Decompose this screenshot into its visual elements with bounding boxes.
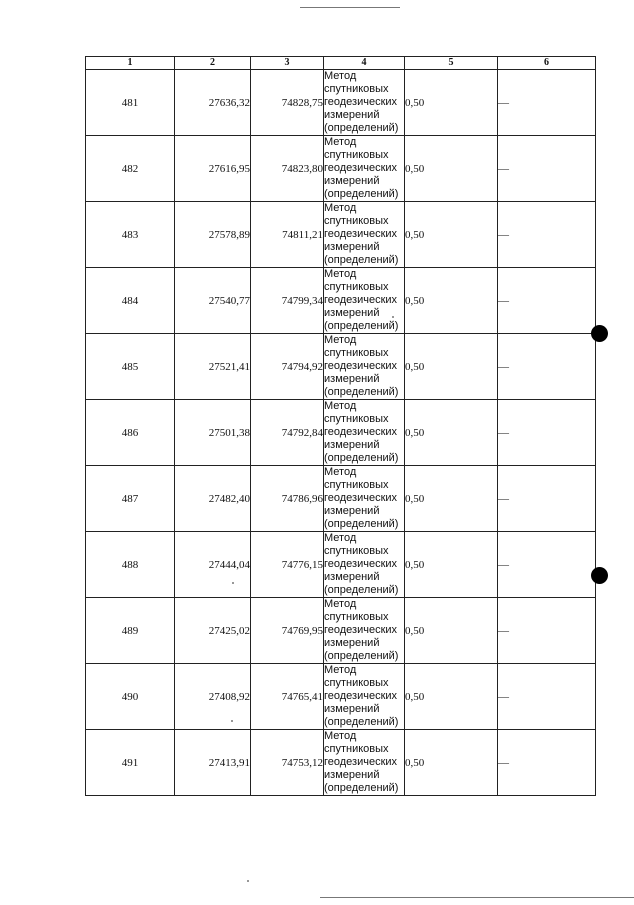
point-number: 481 xyxy=(86,70,175,136)
table-row xyxy=(86,202,596,268)
coord-x: 27413,91 xyxy=(175,730,251,796)
note-cell: — xyxy=(498,466,596,532)
accuracy-cell: 0,50 xyxy=(405,202,498,268)
coordinates-table xyxy=(85,56,596,796)
accuracy-cell: 0,50 xyxy=(405,70,498,136)
table-row xyxy=(86,532,596,598)
accuracy-cell: 0,50 xyxy=(405,466,498,532)
accuracy-cell: 0,50 xyxy=(405,730,498,796)
point-number: 482 xyxy=(86,136,175,202)
scan-edge-line xyxy=(320,897,634,898)
coord-y: 74794,92 xyxy=(251,334,324,400)
coord-y: 74792,84 xyxy=(251,400,324,466)
accuracy-cell: 0,50 xyxy=(405,598,498,664)
coord-y: 74765,41 xyxy=(251,664,324,730)
point-number: 485 xyxy=(86,334,175,400)
note-cell: — xyxy=(498,202,596,268)
coord-y: 74769,95 xyxy=(251,598,324,664)
coord-y: 74823,80 xyxy=(251,136,324,202)
coord-x: 27501,38 xyxy=(175,400,251,466)
table-row xyxy=(86,466,596,532)
point-number: 484 xyxy=(86,268,175,334)
method-cell: Метод спутниковых геодезических измерений (определений) xyxy=(324,664,405,730)
table-row xyxy=(86,400,596,466)
col-header-3: 3 xyxy=(251,57,324,70)
note-cell: — xyxy=(498,664,596,730)
method-cell: Метод спутниковых геодезических измерений (определений) xyxy=(324,202,405,268)
method-cell: Метод спутниковых геодезических измерений (определений) xyxy=(324,136,405,202)
scan-speck xyxy=(231,720,233,722)
point-number: 491 xyxy=(86,730,175,796)
coord-y: 74786,96 xyxy=(251,466,324,532)
method-cell: Метод спутниковых геодезических измерений (определений) xyxy=(324,70,405,136)
table-row xyxy=(86,334,596,400)
note-cell: — xyxy=(498,268,596,334)
accuracy-cell: 0,50 xyxy=(405,532,498,598)
punch-hole-mark xyxy=(591,325,608,342)
scan-speck xyxy=(232,582,234,584)
note-cell: — xyxy=(498,334,596,400)
coord-x: 27408,92 xyxy=(175,664,251,730)
col-header-6: 6 xyxy=(498,57,596,70)
coord-y: 74811,21 xyxy=(251,202,324,268)
coord-x: 27482,40 xyxy=(175,466,251,532)
coord-x: 27636,32 xyxy=(175,70,251,136)
note-cell: — xyxy=(498,136,596,202)
accuracy-cell: 0,50 xyxy=(405,400,498,466)
method-cell: Метод спутниковых геодезических измерений (определений) xyxy=(324,730,405,796)
coord-y: 74753,12 xyxy=(251,730,324,796)
coord-y: 74828,75 xyxy=(251,70,324,136)
note-cell: — xyxy=(498,400,596,466)
coord-x: 27578,89 xyxy=(175,202,251,268)
coord-y: 74799,34 xyxy=(251,268,324,334)
col-header-5: 5 xyxy=(405,57,498,70)
coord-x: 27444,04 xyxy=(175,532,251,598)
coord-x: 27521,41 xyxy=(175,334,251,400)
table-row xyxy=(86,70,596,136)
scan-edge-line xyxy=(300,7,400,8)
col-header-4: 4 xyxy=(324,57,405,70)
note-cell: — xyxy=(498,532,596,598)
punch-hole-mark xyxy=(591,567,608,584)
note-cell: — xyxy=(498,730,596,796)
scan-speck xyxy=(247,880,249,882)
point-number: 486 xyxy=(86,400,175,466)
col-header-2: 2 xyxy=(175,57,251,70)
method-cell: Метод спутниковых геодезических измерений (определений) xyxy=(324,268,405,334)
table-row xyxy=(86,664,596,730)
coord-x: 27616,95 xyxy=(175,136,251,202)
point-number: 489 xyxy=(86,598,175,664)
note-cell: — xyxy=(498,598,596,664)
coord-y: 74776,15 xyxy=(251,532,324,598)
point-number: 483 xyxy=(86,202,175,268)
table-header-row xyxy=(86,57,596,70)
point-number: 488 xyxy=(86,532,175,598)
coord-x: 27425,02 xyxy=(175,598,251,664)
method-cell: Метод спутниковых геодезических измерений (определений) xyxy=(324,334,405,400)
accuracy-cell: 0,50 xyxy=(405,268,498,334)
table-row xyxy=(86,136,596,202)
method-cell: Метод спутниковых геодезических измерений (определений) xyxy=(324,400,405,466)
coord-x: 27540,77 xyxy=(175,268,251,334)
table-row xyxy=(86,598,596,664)
scan-speck xyxy=(392,316,394,318)
accuracy-cell: 0,50 xyxy=(405,334,498,400)
col-header-1: 1 xyxy=(86,57,175,70)
table-row xyxy=(86,730,596,796)
method-cell: Метод спутниковых геодезических измерений (определений) xyxy=(324,532,405,598)
accuracy-cell: 0,50 xyxy=(405,136,498,202)
point-number: 487 xyxy=(86,466,175,532)
point-number: 490 xyxy=(86,664,175,730)
method-cell: Метод спутниковых геодезических измерений (определений) xyxy=(324,466,405,532)
note-cell: — xyxy=(498,70,596,136)
table-row xyxy=(86,268,596,334)
method-cell: Метод спутниковых геодезических измерений (определений) xyxy=(324,598,405,664)
accuracy-cell: 0,50 xyxy=(405,664,498,730)
